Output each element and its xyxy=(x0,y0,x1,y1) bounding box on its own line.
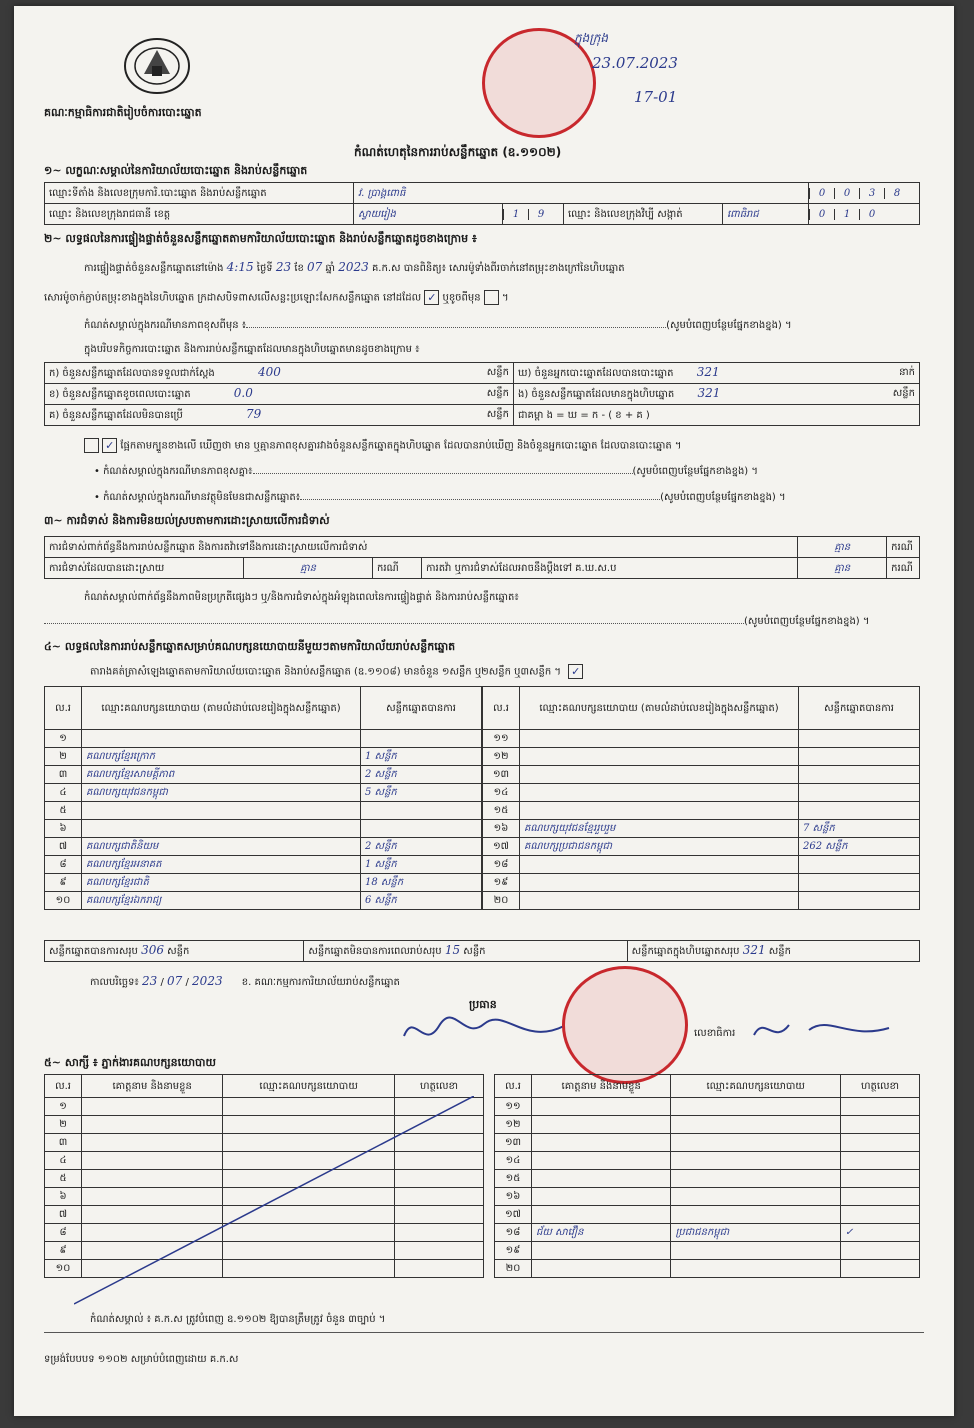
commune-label: ឈ្មោះ និងលេខក្រុងវិប្បី សង្កាត់ xyxy=(564,204,723,225)
party-name xyxy=(520,802,799,820)
party-votes: 18 សន្លឹក xyxy=(361,874,482,892)
party-votes xyxy=(799,730,920,748)
witness-signature xyxy=(841,1170,920,1188)
party-votes xyxy=(799,766,920,784)
party-name xyxy=(520,730,799,748)
row-number: ៥ xyxy=(45,802,82,820)
party-votes xyxy=(799,748,920,766)
witness-name: ជ័យ សាវឿន xyxy=(532,1224,671,1242)
party-row xyxy=(483,820,920,838)
witness-signature xyxy=(841,1116,920,1134)
party-row xyxy=(45,874,482,892)
witness-name xyxy=(532,1170,671,1188)
province-code: 1 9 xyxy=(503,204,564,225)
witness-signature xyxy=(841,1152,920,1170)
party-name: គណបក្សខ្មែរក្រោក xyxy=(82,748,361,766)
total-valid: 306 xyxy=(141,943,164,957)
form-title: កំណត់ហេតុនៃការរាប់សន្លឹកឆ្នោត (ឧ.១១០២) xyxy=(354,145,562,159)
party-row xyxy=(45,748,482,766)
row-number: ៦ xyxy=(45,1188,82,1206)
witness-party xyxy=(671,1170,841,1188)
party-results-right: ល.រ ឈ្មោះគណបក្សនយោបាយ (តាមលំដាប់លេខរៀងក្នុងសន្លឹកឆ្នោត) សន្លឹកឆ្នោតបានការ ១១ ១២ ១៣ ១៤ ១៥ ១៦ គណបក្សយុវជនខ្មែររួបរួម 7 សន្លឹក ១៧ គណបក្សប្រជាជនកម្ពុជា 262 សន្លឹក ១៨ ១៩ ២០ xyxy=(482,686,920,910)
party-name: គណបក្សខ្មែរសាមគ្គីភាព xyxy=(82,766,361,784)
row-number: ១៩ xyxy=(495,1242,532,1260)
party-row xyxy=(45,766,482,784)
witness-party xyxy=(671,1242,841,1260)
section2-heading: ២~ លទ្ធផលនៃការផ្ទៀងផ្ទាត់ចំនួនសន្លឹកឆ្នោតតាមការិយាល័យបោះឆ្នោត និងរាប់សន្លឹកឆ្នោតដូចខាងក្រោម ៖ xyxy=(44,232,477,245)
party-row xyxy=(483,838,920,856)
party-name xyxy=(520,856,799,874)
form-note: ទម្រង់បែបបទ ១១០២ សម្រាប់បំពេញដោយ គ.ក.ស xyxy=(44,1354,239,1365)
sheets-2-checkbox[interactable]: ✓ xyxy=(568,664,583,679)
row-number: ១៨ xyxy=(483,856,520,874)
location-value: វ. ប្រាង្គពោធិ xyxy=(354,183,809,204)
chair-label: ប្រធាន xyxy=(469,998,497,1011)
witness-table-left: ល.រ គោត្តនាម និងនាមខ្លួន ឈ្មោះគណបក្សនយោបាយ ហត្ថលេខា ១ ២ ៣ ៤ ៥ ៦ ៧ ៨ ៩ ១០ xyxy=(44,1074,484,1278)
document-page: គណៈកម្មាធិការជាតិរៀបចំការបោះឆ្នោត ក្នុងក្រុង 23.07.2023 17-01 កំណត់ហេតុនៃការរាប់សន្លឹកឆ្នោត (ឧ.១១០២) ១~ លក្ខណៈសម្គាល់នៃការិយាល័យបោះឆ្នោត និងរាប់សន្លឹកឆ្នោត ឈ្មោះទីតាំង និងលេខក្រុមការិ.បោះឆ្នោត និងរាប់សន្លឹកឆ្នោត វ. ប្រាង្គពោធិ 0 0 3 8 ឈ្មោះ និងលេខក្រុងរាជធានី ខេត្ត ស្វាយរៀង 1 9 ឈ្មោះ និងលេខក្រុងវិប្បី សង្កាត់ ពោធិរាជ 0 1 0 ២~ លទ្ធផលនៃការផ្ទៀងផ្ទាត់ចំនួនសន្លឹកឆ្នោតតាមការិយាល័យបោះឆ្នោត និងរាប់សន្លឹកឆ្នោតដូចខាងក្រោម ៖ ការផ្ទៀងផ្ទាត់ចំនួនសន្លឹកឆ្នោតនៅម៉ោង 4:15 ថ្ងៃទី 23 ខែ 07 ឆ្នាំ 2023 គ.ក.ស បានពិនិត្យ៖ សោរម៉ូទាំងពីរចាក់នៅតម្រុះខាងក្រៅនៃហិបឆ្នោត សោរម៉ូចាក់ភ្ជាប់តម្រុះខាងក្នុងនៃហិបឆ្នោត ក្រដាសបិទពាសលើសន្លះប្រឡោះសែកសន្លឹកឆ្នោត នៅដដែល ✓ ឬខូចពីមុន ។ កំណត់សម្គាល់ក្នុងករណីមានភាពខុសពីមុន ៖ (សូមបំពេញបន្ថែមផ្នែកខាងខ្នង) ។ ក្នុងបរិបទកិច្ចការបោះឆ្នោត និងការរាប់សន្លឹកឆ្នោតដែលមានក្នុងហិបឆ្នោតមានដូចខាងក្រោម ៖ ក) ចំនួនសន្លឹកឆ្នោតដែលបានទទួលជាក់ស្តែង 400 សន្លឹក ឃ) ចំនួនអ្នកបោះឆ្នោតដែលបានបោះឆ្នោត 321 នាក់ ខ) ចំនួនសន្លឹកឆ្នោតខូចពេលបោះឆ្នោត 0.0 សន្លឹក ង) ចំនួនសន្លឹកឆ្នោតដែលមានក្នុងហិបឆ្នោត 321 សន្លឹក គ) ចំនួនសន្លឹកឆ្នោតដែលមិនបានប្រើ 79 សន្លឹក ជាគម្ពា ង = ឃ = ក - ( ខ + គ ) ✓ ផ្អែកតាមក្បួនខាងលើ ឃើញថា មាន ឬគ្មានភាពខុសគ្នារវាងចំនួនសន្លឹកឆ្នោតក្នុងហិបឆ្នោត ដែលបានរាប់ឃើញ និងចំនួនអ្នកបោះឆ្នោត ដែលបានបោះឆ្នោត ។ • កំណត់សម្គាល់ក្នុងករណីមានភាពខុសគ្នា៖ (សូមបំពេញបន្ថែមផ្នែកខាងខ្នង) ។ • កំណត់សម្គាល់ក្នុងករណីមានវត្ថុមិនមែនជាសន្លឹកឆ្នោត៖ (សូមបំពេញបន្ថែមផ្នែកខាងខ្នង) ។ ៣~ ការជំទាស់ និងការមិនយល់ស្របតាមការដោះស្រាយលើការជំទាស់ ការជំទាស់ពាក់ព័ន្ធនឹងការរាប់សន្លឹកឆ្នោត និងការតវ៉ាទៅនឹងការដោះស្រាយលើការជំទាស់ គ្មាន ករណី ការជំទាស់ដែលបានដោះស្រាយ គ្មាន ករណី ការតវ៉ា ឬការជំទាស់ដែលអាចនឹងប្តឹងទៅ គ.ឃ.ស.ប គ្មាន ករណី កំណត់សម្គាល់ពាក់ព័ន្ធនឹងភាពមិនប្រក្រតីផ្សេងៗ ឬ/និងការជំទាស់ក្នុងអំឡុងពេលនៃការផ្ទៀងផ្ទាត់ និងការរាប់សន្លឹកឆ្នោត៖ (សូមបំពេញបន្ថែមផ្នែកខាងខ្នង) ។ ៤~ លទ្ធផលនៃការរាប់សន្លឹកឆ្នោតសម្រាប់គណបក្សនយោបាយនីមួយៗតាមការិយាល័យរាប់សន្លឹកឆ្នោត តារាងគត់ត្រាសំឡេងឆ្នោតតាមការិយាល័យបោះឆ្នោត និងរាប់សន្លឹកឆ្នោត (ឧ.១១០៨) មានចំនួន ១សន្លឹក ឬ២សន្លឹក ឬ៣សន្លឹក ។ ✓ ល.រ ឈ្មោះគណបក្សនយោបាយ (តាមលំដាប់លេខរៀងក្នុងសន្លឹកឆ្នោត) សន្លឹកឆ្នោតបានការ ១ ២ គណបក្សខ្មែរក្រោក 1 សន្លឹក ៣ គណបក្សខ្មែរសាមគ្គីភាព 2 សន្លឹក ៤ គណបក្សយុវជនកម្ពុជា 5 សន្លឹក ៥ ៦ ៧ គណបក្សជាតិនិយម 2 សន្លឹក ៨ គណបក្សខ្មែរអនាគត 1 សន្លឹក ៩ គណបក្សខ្មែរជាតិ 18 សន្លឹក ១០ គណបក្សខ្មែរឯករាជ្យ 6 សន្លឹក ល.រ ឈ្មោះគណបក្សនយោបាយ (តាមលំដាប់លេខរៀងក្នុងសន្លឹកឆ្នោត) សន្លឹកឆ្នោតបានការ ១១ ១២ ១៣ ១៤ ១៥ ១៦ គណបក្សយុវជនខ្មែររួបរួម 7 សន្លឹក ១៧ គណបក្សប្រជាជនកម្ពុជា 262 សន្លឹក ១៨ ១៩ ២០ សន្លឹកឆ្នោតបានការសរុប 306 សន្លឹក សន្លឹកឆ្នោតមិនបានការពេលរាប់សរុប 15 សន្លឹក សន្លឹកឆ្នោតក្នុងហិបឆ្នោតសរុប 321 សន្លឹក កាលបរិច្ឆេទ៖ 23 / 07 / 2023 ខ. គណៈកម្មការការិយាល័យរាប់សន្លឹកឆ្នោត ប្រធាន លេខាធិការ ៥~ សាក្សី ៖ ភ្នាក់ងារគណបក្សនយោបាយ ល.រ គោត្តនាម និងនាមខ្លួន ឈ្មោះគណបក្សនយោបាយ ហត្ថលេខា ១ ២ ៣ ៤ ៥ ៦ ៧ ៨ ៩ ១០ ល.រ គោត្តនាម និងនាមខ្លួន ឈ្មោះគណបក្សនយោបាយ ហត្ថលេខា ១១ ១២ ១៣ ១៤ ១៥ ១៦ ១៧ ១៨ ជ័យ សាវឿន ប្រជាជនកម្ពុជា ✓ ១៩ ២០ កំណត់សម្គាល់ ៖ គ.ក.ស ត្រូវបំពេញ ឧ.១១០២ ឱ្យបានត្រឹមត្រូវ ចំនួន ៣ច្បាប់ ។ ទម្រង់បែបបទ ១១០២ សម្រាប់បំពេញដោយ គ.ក.ស xyxy=(14,6,954,1416)
section3-note: កំណត់សម្គាល់ពាក់ព័ន្ធនឹងភាពមិនប្រក្រតីផ្សេងៗ ឬ/និងការជំទាស់ក្នុងអំឡុងពេលនៃការផ្ទៀងផ្ទាត់ និងការរាប់សន្លឹកឆ្នោត៖ xyxy=(84,592,519,603)
bullet-foreign: • កំណត់សម្គាល់ក្នុងករណីមានវត្ថុមិនមែនជាសន្លឹកឆ្នោត៖ (សូមបំពេញបន្ថែមផ្នែកខាងខ្នង) ។ xyxy=(94,492,786,503)
section3-heading: ៣~ ការជំទាស់ និងការមិនយល់ស្របតាមការដោះស្រាយលើការជំទាស់ xyxy=(44,514,330,527)
party-row xyxy=(483,802,920,820)
witness-name xyxy=(532,1242,671,1260)
cancel-diagonal-line xyxy=(74,1096,474,1306)
row-number: ១៣ xyxy=(483,766,520,784)
row-number: ១០ xyxy=(45,1260,82,1278)
bullet-difference: • កំណត់សម្គាល់ក្នុងករណីមានភាពខុសគ្នា៖ (សូមបំពេញបន្ថែមផ្នែកខាងខ្នង) ។ xyxy=(94,466,758,477)
party-row xyxy=(483,874,920,892)
row-number: ៤ xyxy=(45,1152,82,1170)
row-number: ៣ xyxy=(45,1134,82,1152)
witness-party xyxy=(671,1260,841,1278)
party-name: គណបក្សយុវជនកម្ពុជា xyxy=(82,784,361,802)
witness-row xyxy=(495,1260,920,1278)
witness-party: ប្រជាជនកម្ពុជា xyxy=(671,1224,841,1242)
party-name xyxy=(520,892,799,910)
party-votes: 1 សន្លឹក xyxy=(361,748,482,766)
row-number: ៧ xyxy=(45,838,82,856)
row-number: ១៩ xyxy=(483,874,520,892)
witness-row xyxy=(495,1098,920,1116)
party-votes xyxy=(361,802,482,820)
witness-signature xyxy=(841,1188,920,1206)
witness-row xyxy=(495,1188,920,1206)
witness-name xyxy=(532,1260,671,1278)
witness-party xyxy=(671,1188,841,1206)
row-number: ៦ xyxy=(45,820,82,838)
party-row xyxy=(45,856,482,874)
party-row xyxy=(45,730,482,748)
witness-signature xyxy=(841,1206,920,1224)
row-number: ១០ xyxy=(45,892,82,910)
party-row xyxy=(483,748,920,766)
party-row xyxy=(483,730,920,748)
total-invalid: 15 xyxy=(444,943,461,957)
row-number: ១៦ xyxy=(483,820,520,838)
party-votes xyxy=(799,802,920,820)
party-votes: 5 សន្លឹក xyxy=(361,784,482,802)
witness-table-right: ល.រ គោត្តនាម និងនាមខ្លួន ឈ្មោះគណបក្សនយោបាយ ហត្ថលេខា ១១ ១២ ១៣ ១៤ ១៥ ១៦ ១៧ ១៨ ជ័យ សាវឿន ប្រជាជនកម្ពុជា ✓ ១៩ ២០ xyxy=(494,1074,920,1278)
row-number: ២០ xyxy=(495,1260,532,1278)
row-number: ៤ xyxy=(45,784,82,802)
witness-party xyxy=(671,1116,841,1134)
witness-row xyxy=(495,1134,920,1152)
divider xyxy=(44,1332,924,1333)
witness-party xyxy=(671,1152,841,1170)
row-number: ១៤ xyxy=(483,784,520,802)
location-label: ឈ្មោះទីតាំង និងលេខក្រុមការិ.បោះឆ្នោត និងរាប់សន្លឹកឆ្នោត xyxy=(45,183,354,204)
row-number: ២ xyxy=(45,1116,82,1134)
witness-name xyxy=(532,1206,671,1224)
row-number: ៩ xyxy=(45,1242,82,1260)
intact-checkbox[interactable]: ✓ xyxy=(424,290,439,305)
party-votes: 262 សន្លឹក xyxy=(799,838,920,856)
party-row xyxy=(45,838,482,856)
section1-table xyxy=(44,182,920,225)
witness-party xyxy=(671,1098,841,1116)
row-number: ១១ xyxy=(483,730,520,748)
party-name: គណបក្សខ្មែរឯករាជ្យ xyxy=(82,892,361,910)
section2-line2: សោរម៉ូចាក់ភ្ជាប់តម្រុះខាងក្នុងនៃហិបឆ្នោត ក្រដាសបិទពាសលើសន្លះប្រឡោះសែកសន្លឹកឆ្នោត នៅដដែល ✓ ឬខូចពីមុន ។ xyxy=(44,291,509,304)
commune-value: ពោធិរាជ xyxy=(723,204,809,225)
row-number: ១៧ xyxy=(483,838,520,856)
committee-stamp-icon xyxy=(562,966,688,1084)
chair-signature-icon xyxy=(394,1006,574,1056)
row-number: ១៥ xyxy=(495,1170,532,1188)
row-number: ១ xyxy=(45,1098,82,1116)
row-number: ១៥ xyxy=(483,802,520,820)
province-value: ស្វាយរៀង xyxy=(354,204,503,225)
stamp-date: 23.07.2023 xyxy=(592,54,678,72)
party-name xyxy=(520,766,799,784)
witness-party xyxy=(671,1206,841,1224)
party-name xyxy=(520,784,799,802)
section3-fill: (សូមបំពេញបន្ថែមផ្នែកខាងខ្នង) ។ xyxy=(44,614,869,629)
party-votes xyxy=(799,892,920,910)
party-name: គណបក្សយុវជនខ្មែររួបរួម xyxy=(520,820,799,838)
witness-name xyxy=(532,1098,671,1116)
row-number: ១៦ xyxy=(495,1188,532,1206)
witness-name xyxy=(532,1152,671,1170)
commune-digits: 0 1 0 xyxy=(809,204,920,225)
row-number: ៨ xyxy=(45,1224,82,1242)
row-number: ៧ xyxy=(45,1206,82,1224)
stamp-time: 17-01 xyxy=(634,88,678,106)
party-votes: 6 សន្លឹក xyxy=(361,892,482,910)
section5-heading: ៥~ សាក្សី ៖ ភ្នាក់ងារគណបក្សនយោបាយ xyxy=(44,1056,217,1069)
party-votes: 2 សន្លឹក xyxy=(361,838,482,856)
row-number: ២ xyxy=(45,748,82,766)
party-results-left: ល.រ ឈ្មោះគណបក្សនយោបាយ (តាមលំដាប់លេខរៀងក្នុងសន្លឹកឆ្នោត) សន្លឹកឆ្នោតបានការ ១ ២ គណបក្សខ្មែរក្រោក 1 សន្លឹក ៣ គណបក្សខ្មែរសាមគ្គីភាព 2 សន្លឹក ៤ គណបក្សយុវជនកម្ពុជា 5 សន្លឹក ៥ ៦ ៧ គណបក្សជាតិនិយម 2 សន្លឹក ៨ គណបក្សខ្មែរអនាគត 1 សន្លឹក ៩ គណបក្សខ្មែរជាតិ 18 សន្លឹក ១០ គណបក្សខ្មែរឯករាជ្យ 6 សន្លឹក xyxy=(44,686,482,910)
party-row xyxy=(45,892,482,910)
row-number: ១ xyxy=(45,730,82,748)
witness-name xyxy=(532,1116,671,1134)
party-votes xyxy=(799,856,920,874)
party-row xyxy=(483,892,920,910)
party-name: គណបក្សខ្មែរអនាគត xyxy=(82,856,361,874)
witness-signature xyxy=(841,1260,920,1278)
damaged-checkbox[interactable] xyxy=(484,290,499,305)
witness-row xyxy=(495,1152,920,1170)
party-votes: 2 សន្លឹក xyxy=(361,766,482,784)
province-label: ឈ្មោះ និងលេខក្រុងរាជធានី ខេត្ត xyxy=(45,204,354,225)
date-line: កាលបរិច្ឆេទ៖ 23 / 07 / 2023 ខ. គណៈកម្មការការិយាល័យរាប់សន្លឹកឆ្នោត xyxy=(90,974,400,988)
party-row xyxy=(45,820,482,838)
witness-name xyxy=(532,1188,671,1206)
org-name: គណៈកម្មាធិការជាតិរៀបចំការបោះឆ្នោត xyxy=(44,106,202,119)
witness-signature xyxy=(841,1242,920,1260)
section2-line4: ✓ ផ្អែកតាមក្បួនខាងលើ ឃើញថា មាន ឬគ្មានភាពខុសគ្នារវាងចំនួនសន្លឹកឆ្នោតក្នុងហិបឆ្នោត ដែលបានរាប់ឃើញ និងចំនួនអ្នកបោះឆ្នោត ដែលបានបោះឆ្នោត ។ xyxy=(84,438,934,454)
row-number: ៥ xyxy=(45,1170,82,1188)
party-row xyxy=(483,766,920,784)
row-number: ១៤ xyxy=(495,1152,532,1170)
difference-yes-checkbox[interactable] xyxy=(84,438,99,453)
witness-row xyxy=(495,1224,920,1242)
party-votes: 1 សន្លឹក xyxy=(361,856,482,874)
row-number: ១១ xyxy=(495,1098,532,1116)
party-row xyxy=(483,784,920,802)
ballot-count-table: ក) ចំនួនសន្លឹកឆ្នោតដែលបានទទួលជាក់ស្តែង 400 សន្លឹក ឃ) ចំនួនអ្នកបោះឆ្នោតដែលបានបោះឆ្នោត 321 នាក់ ខ) ចំនួនសន្លឹកឆ្នោតខូចពេលបោះឆ្នោត 0.0 សន្លឹក ង) ចំនួនសន្លឹកឆ្នោតដែលមានក្នុងហិបឆ្នោត 321 សន្លឹក គ) ចំនួនសន្លឹកឆ្នោតដែលមិនបានប្រើ 79 សន្លឹក ជាគម្ពា ង = ឃ = ក - ( ខ + គ ) xyxy=(44,362,920,426)
party-votes xyxy=(799,874,920,892)
row-number: ៣ xyxy=(45,766,82,784)
row-number: ១៣ xyxy=(495,1134,532,1152)
party-row xyxy=(45,802,482,820)
totals-row: សន្លឹកឆ្នោតបានការសរុប 306 សន្លឹក សន្លឹកឆ្នោតមិនបានការពេលរាប់សរុប 15 សន្លឹក សន្លឹកឆ្នោតក្នុងហិបឆ្នោតសរុប 321 សន្លឹក xyxy=(44,940,920,962)
row-number: ៩ xyxy=(45,874,82,892)
party-name xyxy=(82,820,361,838)
section1-heading: ១~ លក្ខណៈសម្គាល់នៃការិយាល័យបោះឆ្នោត និងរាប់សន្លឹកឆ្នោត xyxy=(44,164,308,177)
party-votes xyxy=(361,730,482,748)
party-votes xyxy=(799,784,920,802)
location-digits: 0 0 3 8 xyxy=(809,183,920,204)
party-name xyxy=(82,802,361,820)
witness-name xyxy=(532,1134,671,1152)
nec-emblem-icon xyxy=(122,36,192,96)
witness-party xyxy=(671,1134,841,1152)
footnote: កំណត់សម្គាល់ ៖ គ.ក.ស ត្រូវបំពេញ ឧ.១១០២ ឱ្យបានត្រឹមត្រូវ ចំនួន ៣ច្បាប់ ។ xyxy=(90,1314,386,1325)
witness-row xyxy=(495,1206,920,1224)
section4-line: តារាងគត់ត្រាសំឡេងឆ្នោតតាមការិយាល័យបោះឆ្នោត និងរាប់សន្លឹកឆ្នោត (ឧ.១១០៨) មានចំនួន ១សន្លឹក ឬ២សន្លឹក ឬ៣សន្លឹក ។ ✓ xyxy=(90,664,583,680)
party-name xyxy=(82,730,361,748)
section4-heading: ៤~ លទ្ធផលនៃការរាប់សន្លឹកឆ្នោតសម្រាប់គណបក្សនយោបាយនីមួយៗតាមការិយាល័យរាប់សន្លឹកឆ្នោត xyxy=(44,640,456,653)
row-number: ៨ xyxy=(45,856,82,874)
row-number: ១៧ xyxy=(495,1206,532,1224)
section2-line3: ក្នុងបរិបទកិច្ចការបោះឆ្នោត និងការរាប់សន្លឹកឆ្នោតដែលមានក្នុងហិបឆ្នោតមានដូចខាងក្រោម ៖ xyxy=(84,344,420,355)
row-number: ១២ xyxy=(495,1116,532,1134)
party-name xyxy=(520,874,799,892)
party-name xyxy=(520,748,799,766)
party-name: គណបក្សប្រជាជនកម្ពុជា xyxy=(520,838,799,856)
section2-line1: ការផ្ទៀងផ្ទាត់ចំនួនសន្លឹកឆ្នោតនៅម៉ោង 4:15 ថ្ងៃទី 23 ខែ 07 ឆ្នាំ 2023 គ.ក.ស បានពិនិត្យ៖ សោរម៉ូទាំងពីរចាក់នៅតម្រុះខាងក្រៅនៃហិបឆ្នោត xyxy=(84,260,625,274)
row-number: ១២ xyxy=(483,748,520,766)
difference-no-checkbox[interactable]: ✓ xyxy=(102,438,117,453)
secretary-signature-icon xyxy=(749,1010,899,1050)
section2-note: កំណត់សម្គាល់ក្នុងករណីមានភាពខុសពីមុន ៖ (សូមបំពេញបន្ថែមផ្នែកខាងខ្នង) ។ xyxy=(84,320,792,331)
witness-signature: ✓ xyxy=(841,1224,920,1242)
objection-table: ការជំទាស់ពាក់ព័ន្ធនឹងការរាប់សន្លឹកឆ្នោត និងការតវ៉ាទៅនឹងការដោះស្រាយលើការជំទាស់ គ្មាន ករណី ការជំទាស់ដែលបានដោះស្រាយ គ្មាន ករណី ការតវ៉ា ឬការជំទាស់ដែលអាចនឹងប្តឹងទៅ គ.ឃ.ស.ប គ្មាន ករណី xyxy=(44,536,920,579)
witness-signature xyxy=(841,1134,920,1152)
witness-signature xyxy=(841,1098,920,1116)
party-name: គណបក្សខ្មែរជាតិ xyxy=(82,874,361,892)
secretary-label: លេខាធិការ xyxy=(694,1028,736,1039)
row-number: ២០ xyxy=(483,892,520,910)
total-in-box: 321 xyxy=(742,943,766,957)
witness-row xyxy=(495,1116,920,1134)
row-number: ១៨ xyxy=(495,1224,532,1242)
party-row xyxy=(483,856,920,874)
party-votes xyxy=(361,820,482,838)
witness-row xyxy=(495,1242,920,1260)
party-votes: 7 សន្លឹក xyxy=(799,820,920,838)
party-row xyxy=(45,784,482,802)
party-name: គណបក្សជាតិនិយម xyxy=(82,838,361,856)
witness-row xyxy=(495,1170,920,1188)
